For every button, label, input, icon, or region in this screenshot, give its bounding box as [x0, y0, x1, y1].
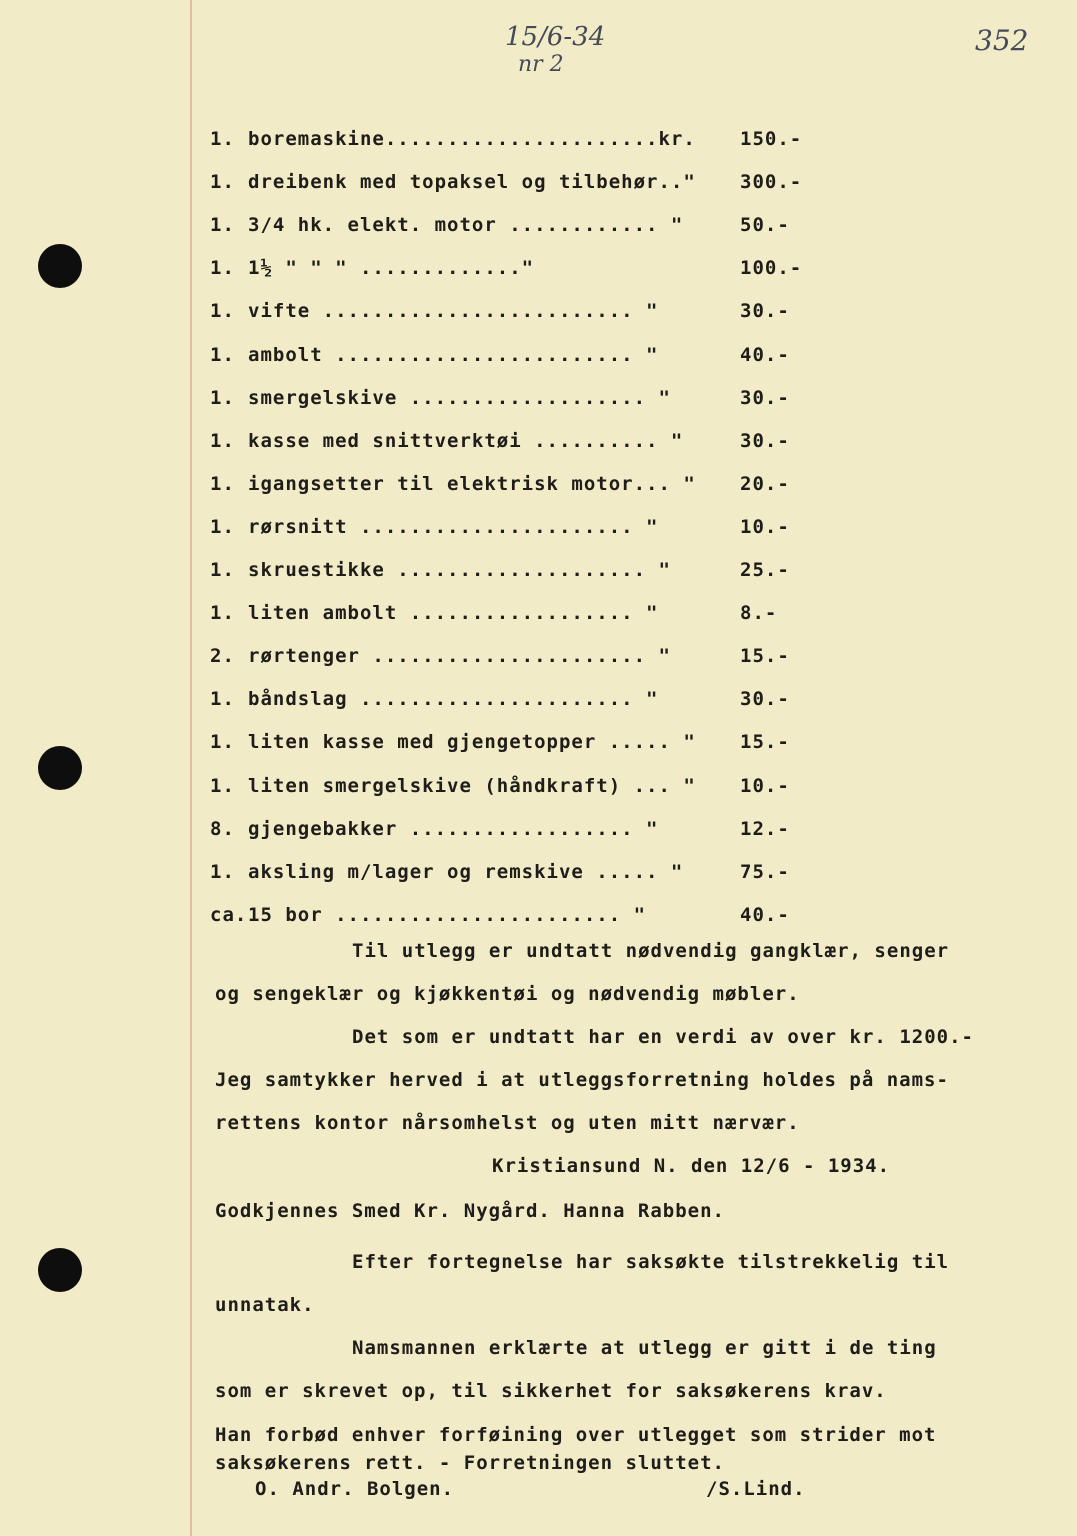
item-quantity: 2. [210, 645, 235, 667]
body-line: rettens kontor nårsomhelst og uten mitt nærvær. [215, 1112, 800, 1134]
item-description: båndslag ...................... " [248, 688, 659, 710]
item-quantity: 1. [210, 128, 235, 150]
margin-line [190, 0, 192, 1536]
item-price: 30.- [740, 387, 790, 409]
item-price: 30.- [740, 430, 790, 452]
body-line: Namsmannen erklærte at utlegg er gitt i de ting [352, 1337, 937, 1359]
item-quantity: 8. [210, 818, 235, 840]
item-quantity: 1. [210, 688, 235, 710]
item-quantity: 1. [210, 214, 235, 236]
item-quantity: 1. [210, 300, 235, 322]
item-description: gjengebakker .................. " [248, 818, 659, 840]
signature-left: O. Andr. Bolgen. [255, 1478, 455, 1500]
item-price: 40.- [740, 904, 790, 926]
punch-hole [38, 244, 82, 288]
item-price: 30.- [740, 688, 790, 710]
item-price: 50.- [740, 214, 790, 236]
handwritten-number: nr 2 [518, 52, 564, 77]
item-price: 25.- [740, 559, 790, 581]
punch-hole [38, 1248, 82, 1292]
item-quantity: 1. [210, 430, 235, 452]
item-description: ambolt ........................ " [248, 344, 659, 366]
item-price: 75.- [740, 861, 790, 883]
item-price: 10.- [740, 516, 790, 538]
handwritten-date: 15/6-34 [505, 22, 606, 52]
body-line: som er skrevet op, til sikkerhet for saksøkerens krav. [215, 1380, 887, 1402]
place-date: Kristiansund N. den 12/6 - 1934. [492, 1155, 891, 1177]
item-price: 100.- [740, 257, 803, 279]
body-line: Efter fortegnelse har saksøkte tilstrekkelig til [352, 1251, 950, 1273]
body-line: saksøkerens rett. - Forretningen sluttet. [215, 1452, 725, 1474]
item-description: skruestikke .................... " [248, 559, 671, 581]
item-quantity: 1. [210, 861, 235, 883]
item-price: 15.- [740, 645, 790, 667]
item-description: 15 bor ....................... " [248, 904, 647, 926]
body-line: og sengeklær og kjøkkentøi og nødvendig møbler. [215, 983, 800, 1005]
item-description: liten smergelskive (håndkraft) ... " [248, 775, 696, 797]
body-line: Han forbød enhver forføining over utlegget som strider mot [215, 1424, 937, 1446]
item-quantity: 1. [210, 775, 235, 797]
item-description: aksling m/lager og remskive ..... " [248, 861, 684, 883]
item-quantity: 1. [210, 516, 235, 538]
item-quantity: 1. [210, 171, 235, 193]
item-description: smergelskive ................... " [248, 387, 671, 409]
item-price: 150.- [740, 128, 803, 150]
item-description: boremaskine......................kr. [248, 128, 696, 150]
body-line: unnatak. [215, 1294, 315, 1316]
body-line: Jeg samtykker herved i at utleggsforretning holdes på nams- [215, 1069, 949, 1091]
item-description: kasse med snittverktøi .......... " [248, 430, 684, 452]
item-quantity: 1. [210, 387, 235, 409]
item-description: 1½ " " " ............." [248, 257, 535, 279]
item-quantity: 1. [210, 731, 235, 753]
page-number: 352 [975, 24, 1029, 57]
item-price: 30.- [740, 300, 790, 322]
item-price: 10.- [740, 775, 790, 797]
signature-right: /S.Lind. [706, 1478, 806, 1500]
item-quantity: 1. [210, 473, 235, 495]
item-quantity: 1. [210, 559, 235, 581]
item-description: liten kasse med gjengetopper ..... " [248, 731, 696, 753]
body-line: Det som er undtatt har en verdi av over kr. 1200.- [352, 1026, 974, 1048]
item-description: dreibenk med topaksel og tilbehør.." [248, 171, 696, 193]
item-quantity: 1. [210, 602, 235, 624]
item-description: 3/4 hk. elekt. motor ............ " [248, 214, 684, 236]
item-description: igangsetter til elektrisk motor... " [248, 473, 696, 495]
item-description: vifte ......................... " [248, 300, 659, 322]
item-description: liten ambolt .................. " [248, 602, 659, 624]
item-price: 8.- [740, 602, 778, 624]
item-quantity: ca. [210, 904, 248, 926]
item-quantity: 1. [210, 344, 235, 366]
item-price: 40.- [740, 344, 790, 366]
item-price: 300.- [740, 171, 803, 193]
item-price: 15.- [740, 731, 790, 753]
item-description: rørtenger ...................... " [248, 645, 671, 667]
approval-line: Godkjennes Smed Kr. Nygård. Hanna Rabben. [215, 1200, 725, 1222]
body-line: Til utlegg er undtatt nødvendig gangklær, senger [352, 940, 950, 962]
item-quantity: 1. [210, 257, 235, 279]
item-price: 20.- [740, 473, 790, 495]
item-price: 12.- [740, 818, 790, 840]
punch-hole [38, 746, 82, 790]
item-description: rørsnitt ...................... " [248, 516, 659, 538]
